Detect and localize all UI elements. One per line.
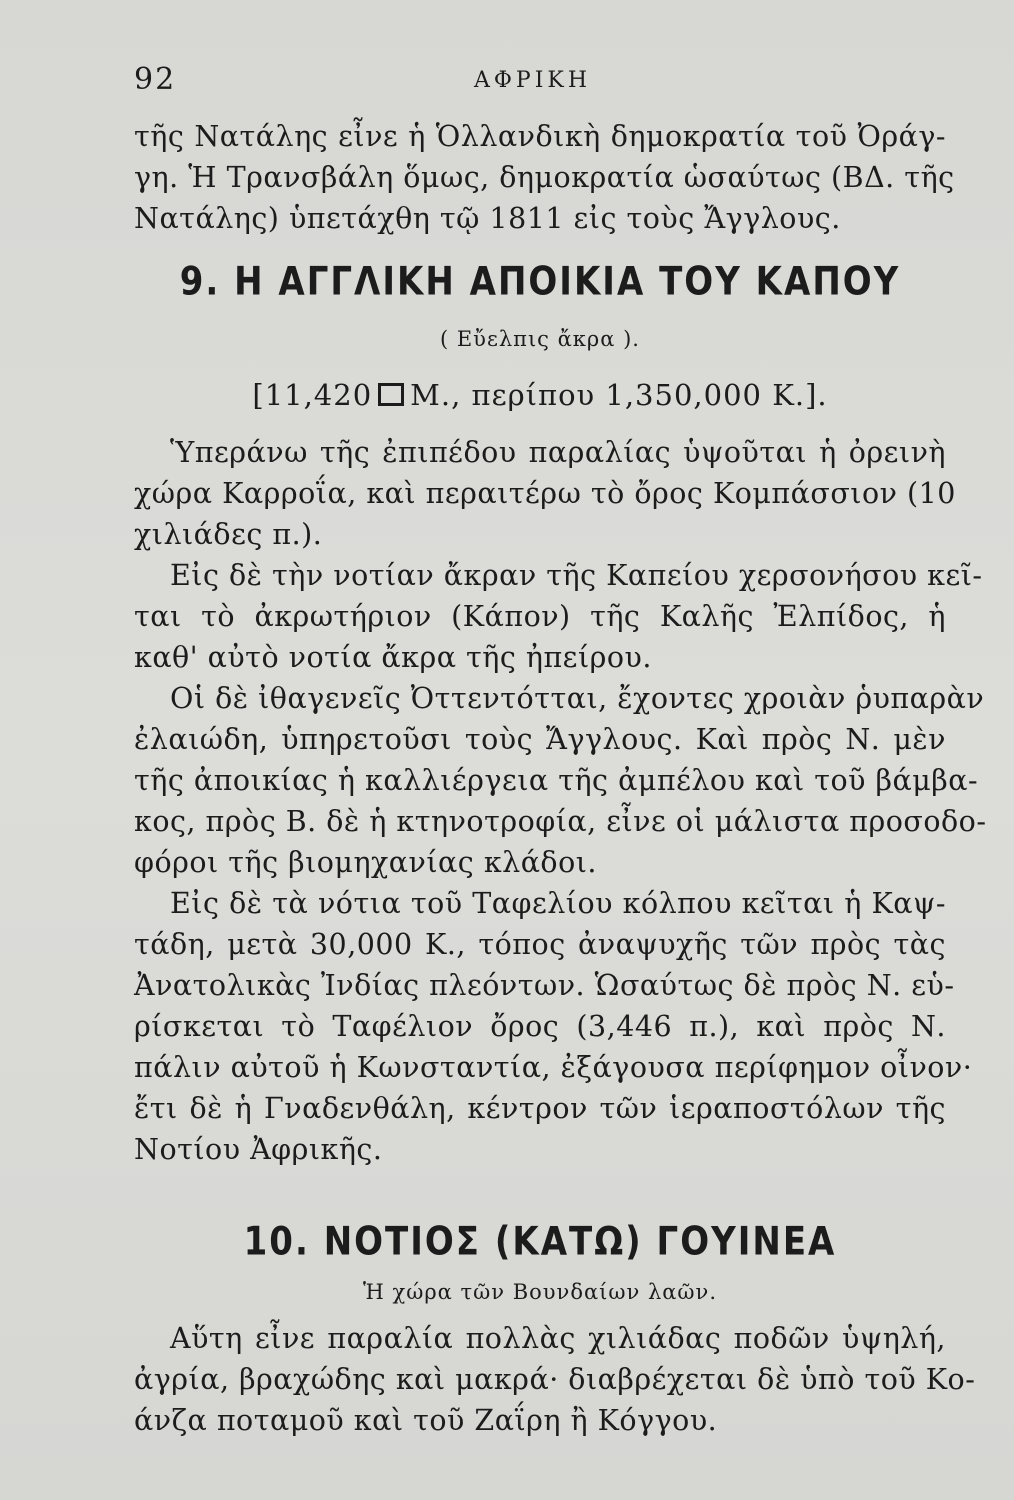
text-line: ρίσκεται τὸ Ταφέλιον ὄρος (3,446 π.), καὶ πρὸς Ν. [134, 1010, 946, 1043]
text-line: χώρα Καρροΐα, καὶ περαιτέρω τὸ ὄρος Κομπάσσιον (10 [134, 477, 956, 510]
text-line: ἔτι δὲ ἡ Γναδενθάλη, κέντρον τῶν ἱεραποστόλων τῆς [134, 1092, 946, 1125]
area-value: [11,420 [252, 378, 373, 412]
text-line: φόροι τῆς βιομηχανίας κλάδοι. [134, 846, 597, 879]
text-line: γη. Ἡ Τρανσβάλη ὅμως, δημοκρατία ὡσαύτως (ΒΔ. τῆς [134, 161, 955, 194]
page-header [134, 62, 946, 102]
text-line: τῆς Νατάλης εἶνε ἡ Ὁλλανδικὴ δημοκρατία τοῦ Ὀράγ- [134, 120, 946, 153]
text-line: Νατάλης) ὑπετάχθη τῷ 1811 εἰς τοὺς Ἄγγλους. [134, 202, 841, 235]
text-line: άνζα ποταμοῦ καὶ τοῦ Ζαΐρη ἢ Κόγγου. [134, 1404, 718, 1437]
population-value: Μ., περίπου 1,350,000 Κ.]. [410, 378, 828, 412]
text-line: Ὑπεράνω τῆς ἐπιπέδου παραλίας ὑψοῦται ἡ ὀρεινὴ [170, 436, 946, 469]
top-paragraph [134, 116, 955, 239]
text-line: κος, πρὸς Β. δὲ ἡ κτηνοτροφία, εἶνε οἱ μάλιστα προσοδο- [134, 805, 987, 838]
text-line: τάδη, μετὰ 30,000 Κ., τόπος ἀναψυχῆς τῶν πρὸς τὰς [134, 928, 946, 961]
text-line: τῆς ἀποικίας ἡ καλλιέργεια τῆς ἀμπέλου καὶ τοῦ βάμβα- [134, 764, 979, 797]
section-10-body [134, 1318, 976, 1441]
text-line: Αὕτη εἶνε παραλία πολλὰς χιλιάδας ποδῶν ὑψηλή, [170, 1322, 946, 1355]
section-9-area-line [134, 378, 946, 412]
running-title: ΑΦΡΙΚΗ [474, 68, 592, 93]
text-line: ἀγρία, βραχώδης καὶ μακρά· διαβρέχεται δὲ ὑπὸ τοῦ Κο- [134, 1363, 976, 1396]
text-line: Εἰς δὲ τὴν νοτίαν ἄκραν τῆς Καπείου χερσονήσου κεῖ- [170, 559, 983, 592]
text-line: Εἰς δὲ τὰ νότια τοῦ Ταφελίου κόλπου κεῖται ἡ Καψ- [170, 887, 946, 920]
section-9-subtitle: ( Εὔελπις ἄκρα ). [439, 327, 640, 351]
text-line: ἐλαιώδη, ὑπηρετοῦσι τοὺς Ἄγγλους. Καὶ πρὸς Ν. μὲν [134, 723, 946, 756]
text-line: Νοτίου Ἀφρικῆς. [134, 1133, 383, 1166]
text-line: ται τὸ ἀκρωτήριον (Κάπον) τῆς Καλῆς Ἐλπίδος, ἡ [134, 600, 946, 633]
section-9-body [134, 432, 987, 1170]
square-miles-icon [378, 383, 404, 406]
text-line: Οἱ δὲ ἰθαγενεῖς Ὀττεντότται, ἔχοντες χροιὰν ῥυπαρὰν [170, 682, 985, 715]
text-line: Ἀνατολικὰς Ἰνδίας πλεόντων. Ὡσαύτως δὲ πρὸς Ν. εὑ- [134, 969, 955, 1002]
text-line: χιλιάδες π.). [134, 518, 323, 551]
section-10-subtitle: Ἡ χώρα τῶν Βουνδαίων λαῶν. [362, 1280, 718, 1304]
page-number: 92 [134, 62, 177, 97]
section-10-title: 10. ΝΟΤΙΟΣ (ΚΑΤΩ) ΓΟΥΙΝΕΑ [243, 1219, 837, 1265]
text-line: καθ' αὐτὸ νοτία ἄκρα τῆς ἠπείρου. [134, 641, 652, 674]
section-9-title: 9. Η ΑΓΓΛΙΚΗ ΑΠΟΙΚΙΑ ΤΟΥ ΚΑΠΟΥ [179, 259, 901, 305]
text-line: πάλιν αὐτοῦ ἡ Κωνσταντία, ἐξάγουσα περίφημον οἶνον· [134, 1051, 973, 1084]
